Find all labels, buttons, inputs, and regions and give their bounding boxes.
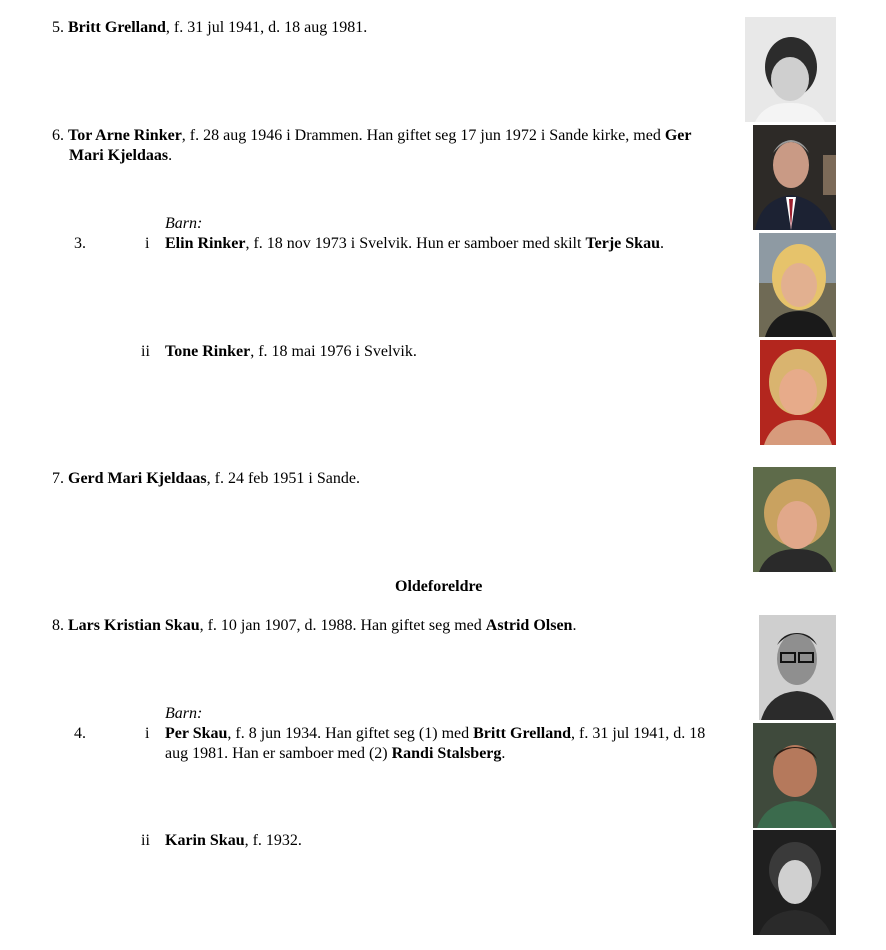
portrait-photo-britt <box>745 17 836 122</box>
child-entry-per-line-2: aug 1981. Han er samboer med (2) Randi Stalsberg. <box>165 745 506 762</box>
child-entry-tone: Tone Rinker, f. 18 mai 1976 i Svelvik. <box>165 343 417 360</box>
section-heading: Oldeforeldre <box>395 578 483 595</box>
portrait-photo-lars-kristian <box>759 615 836 720</box>
children-label: Barn: <box>165 215 203 232</box>
person-name: Elin Rinker <box>165 235 246 252</box>
entry-number: 5. <box>52 19 64 36</box>
child-entry-per: Per Skau, f. 8 jun 1934. Han giftet seg (1) med Britt Grelland, f. 31 jul 1941, d. 18 <box>165 725 706 742</box>
entry-6-line-2: Mari Kjeldaas. <box>69 147 173 164</box>
partner-name: Terje Skau <box>585 235 660 252</box>
entry-8: 8. Lars Kristian Skau, f. 10 jan 1907, d. 1988. Han giftet seg med Astrid Olsen. <box>52 617 577 634</box>
entry-number: 8. <box>52 617 64 634</box>
person-name: Tone Rinker <box>165 343 251 360</box>
entry-6 <box>52 126 691 146</box>
person-name: Lars Kristian Skau <box>68 617 200 634</box>
children-label: Barn: <box>165 705 203 722</box>
child-entry-elin: Elin Rinker, f. 18 nov 1973 i Svelvik. Hun er samboer med skilt Terje Skau. <box>165 235 664 252</box>
child-ref-number: 3. <box>74 235 86 252</box>
child-roman: ii <box>141 343 150 360</box>
spouse-name-cont: Mari Kjeldaas <box>69 147 169 164</box>
child-roman: i <box>145 725 150 742</box>
portrait-photo-gerd-mari <box>753 467 836 572</box>
entry-number: 6. <box>52 127 64 144</box>
portrait-photo-per <box>753 723 836 828</box>
person-name: Gerd Mari Kjeldaas <box>68 470 207 487</box>
person-name: Britt Grelland <box>68 19 166 36</box>
spouse-name: Randi Stalsberg <box>391 745 502 762</box>
person-name: Per Skau <box>165 725 228 742</box>
portrait-photo-tor-arne <box>753 125 836 230</box>
child-ref-number: 4. <box>74 725 86 742</box>
person-details: , f. 28 aug 1946 i Drammen. Han giftet seg 17 jun 1972 i Sande kirke, med <box>181 127 665 144</box>
entry-5 <box>52 18 367 38</box>
entry-number: 7. <box>52 470 64 487</box>
spouse-name: Britt Grelland <box>473 725 572 742</box>
child-entry-karin: Karin Skau, f. 1932. <box>165 832 302 849</box>
portrait-photo-elin <box>759 233 836 337</box>
spouse-name: Astrid Olsen <box>485 617 573 634</box>
portrait-photo-tone <box>760 340 836 445</box>
child-roman: ii <box>141 832 150 849</box>
person-details: , f. 31 jul 1941, d. 18 aug 1981. <box>165 19 368 36</box>
spouse-name: Ger <box>664 127 692 144</box>
child-roman: i <box>145 235 150 252</box>
entry-7: 7. Gerd Mari Kjeldaas, f. 24 feb 1951 i Sande. <box>52 470 360 487</box>
person-name: Tor Arne Rinker <box>68 127 182 144</box>
person-name: Karin Skau <box>165 832 245 849</box>
portrait-photo-karin <box>753 830 836 935</box>
